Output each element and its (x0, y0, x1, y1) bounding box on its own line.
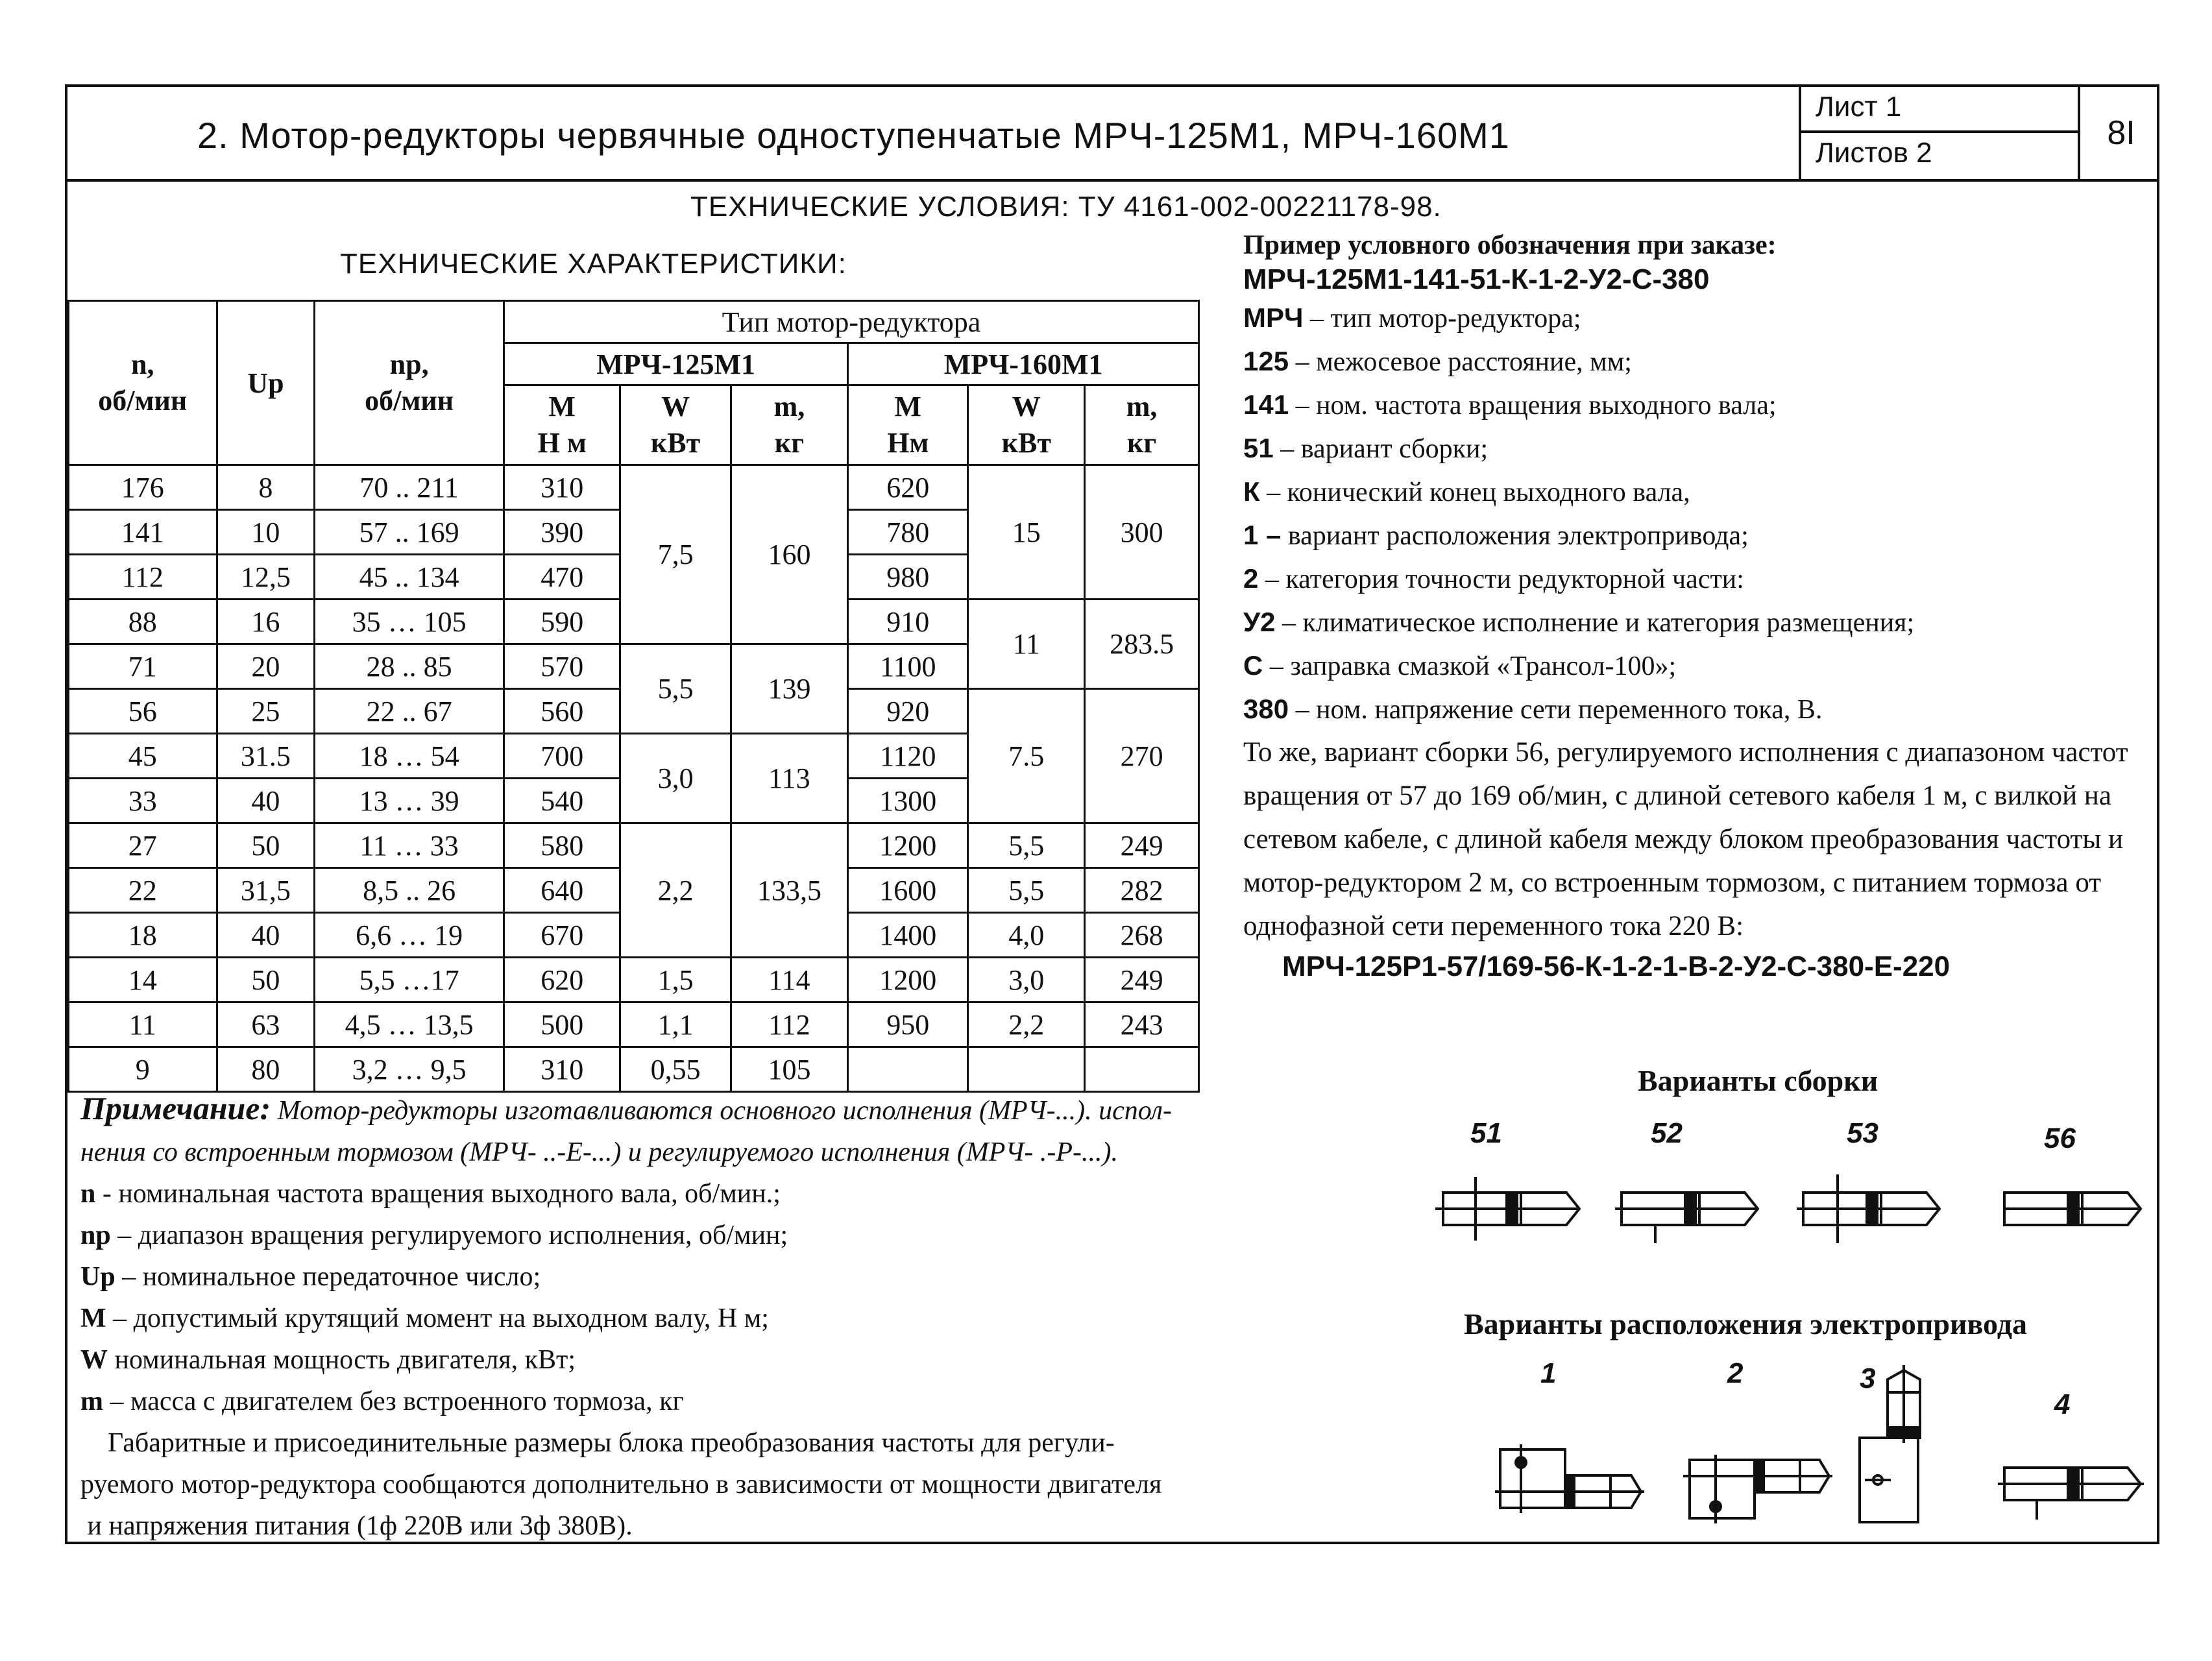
cell-up: 8 (217, 465, 315, 510)
cell-w2: 2,2 (968, 1002, 1085, 1047)
sheets-label: Листов 2 (1816, 137, 1932, 169)
cell-n: 18 (69, 913, 217, 958)
sub-m2: М Нм (848, 385, 968, 465)
cell-w2: 3,0 (968, 958, 1085, 1002)
cell-w2: 7.5 (968, 689, 1085, 823)
drive-label: 3 (1860, 1363, 1876, 1394)
cell-mass1: 112 (731, 1002, 848, 1047)
cell-mass1: 139 (731, 644, 848, 734)
cell-np: 6,6 … 19 (315, 913, 504, 958)
col-n-header: n, об/мин (69, 301, 217, 465)
sub-w2: W кВт (968, 385, 1085, 465)
page-number: 8I (2078, 87, 2162, 179)
order-key: К (1243, 476, 1260, 507)
cell-np: 8,5 .. 26 (315, 868, 504, 913)
order-desc: – климатическое исполнение и категория размещения; (1275, 608, 1915, 638)
cell-n: 9 (69, 1047, 217, 1092)
cell-m1: 470 (504, 555, 620, 600)
cell-n: 45 (69, 734, 217, 779)
sub-mass2: m, кг (1085, 385, 1199, 465)
cell-mass2: 249 (1085, 958, 1199, 1002)
note-def-text: - номинальная частота вращения выходного вала, об/мин.; (95, 1179, 781, 1209)
note-def-text: – диапазон вращения регулируемого исполнения, об/мин; (110, 1220, 788, 1250)
assembly-56-diagram (2004, 1193, 2141, 1225)
cell-n: 88 (69, 600, 217, 644)
cell-np: 22 .. 67 (315, 689, 504, 734)
cell-w1: 3,0 (620, 734, 731, 823)
assembly-53-diagram (1797, 1174, 1939, 1243)
page-title: 2. Мотор-редукторы червячные одноступенчатые МРЧ-125М1, МРЧ-160М1 (197, 115, 1510, 156)
order-key: 141 (1243, 389, 1289, 420)
order-desc: – тип мотор-редуктора; (1303, 304, 1581, 333)
cell-w2: 15 (968, 465, 1085, 600)
cell-up: 31,5 (217, 868, 315, 913)
cell-m1: 640 (504, 868, 620, 913)
cell-up: 40 (217, 779, 315, 823)
note-tail-2: руемого мотор-редуктора сообщаются дополнительно в зависимости от мощности двигателя (80, 1470, 1162, 1499)
cell-w2: 5,5 (968, 868, 1085, 913)
cell-n: 27 (69, 823, 217, 868)
assembly-label: 51 (1470, 1117, 1502, 1149)
order-paragraph: То же, вариант сборки 56, регулируемого исполнения с диапазоном частот вращения от 57 до 169 об/мин, с длиной сетевого кабеля 1 м, с вилкой на сетевом кабеле, с длиной кабеля между блоком преобразования частоты и мотор-редуктором 2 м, со встроенным тормозом, с питанием тормоза от однофазной сети переменного тока 220 В: (1243, 737, 2128, 941)
cell-n: 33 (69, 779, 217, 823)
group-125-header: МРЧ-125М1 (504, 343, 847, 385)
cell-w1: 7,5 (620, 465, 731, 644)
cell-mass2: 282 (1085, 868, 1199, 913)
drive-label: 1 (1540, 1357, 1557, 1389)
order-desc: – конический конец выходного вала, (1259, 478, 1690, 507)
cell-np: 70 .. 211 (315, 465, 504, 510)
cell-np: 28 .. 85 (315, 644, 504, 689)
cell-mass2: 300 (1085, 465, 1199, 600)
order-desc: – межосевое расстояние, мм; (1289, 347, 1632, 377)
cell-m1: 500 (504, 1002, 620, 1047)
cell-np: 11 … 33 (315, 823, 504, 868)
cell-up: 31.5 (217, 734, 315, 779)
order-key: У2 (1243, 607, 1276, 637)
cell-m2: 1600 (848, 868, 968, 913)
cell-n: 22 (69, 868, 217, 913)
col-np-header: np, об/мин (315, 301, 504, 465)
type-header: Тип мотор-редуктора (504, 301, 1198, 343)
cell-m2: 1300 (848, 779, 968, 823)
cell-up: 16 (217, 600, 315, 644)
note-intro-2: нения со встроенным тормозом (МРЧ- ..-Е-...) и регулируемого исполнения (МРЧ- .-Р-...). (80, 1137, 1118, 1167)
tech-characteristics-title: ТЕХНИЧЕСКИЕ ХАРАКТЕРИСТИКИ: (340, 248, 847, 280)
cell-m1: 390 (504, 510, 620, 555)
order-key: С (1243, 650, 1263, 681)
drive-4-diagram (1998, 1468, 2144, 1520)
order-desc: – ном. напряжение сети переменного тока, В. (1289, 695, 1823, 725)
cell-m2: 1100 (848, 644, 968, 689)
note-tail-3: и напряжения питания (1ф 220В или 3ф 380В). (80, 1511, 633, 1541)
cell-m1: 570 (504, 644, 620, 689)
col-up-header: Up (217, 301, 315, 465)
group-160-header: МРЧ-160М1 (848, 343, 1199, 385)
cell-m1: 590 (504, 600, 620, 644)
cell-np: 13 … 39 (315, 779, 504, 823)
cell-w1: 1,5 (620, 958, 731, 1002)
cell-up: 40 (217, 913, 315, 958)
drive-label: 2 (1727, 1357, 1744, 1389)
cell-np: 4,5 … 13,5 (315, 1002, 504, 1047)
cell-up: 50 (217, 823, 315, 868)
cell-m2: 920 (848, 689, 968, 734)
cell-np: 3,2 … 9,5 (315, 1047, 504, 1092)
note-def-key: n (80, 1179, 96, 1209)
note-def-text: – допустимый крутящий момент на выходном валу, Н м; (106, 1303, 769, 1333)
sub-w1: W кВт (620, 385, 731, 465)
order-key: 1 – (1243, 520, 1282, 550)
cell-m1: 310 (504, 1047, 620, 1092)
cell-n: 112 (69, 555, 217, 600)
cell-mass2: 268 (1085, 913, 1199, 958)
cell-m1: 540 (504, 779, 620, 823)
cell-up: 63 (217, 1002, 315, 1047)
drive-variants-title: Варианты расположения электропривода (1464, 1307, 2027, 1340)
document-frame (65, 84, 2159, 1544)
cell-m1: 670 (504, 913, 620, 958)
cell-mass2: 283.5 (1085, 600, 1199, 689)
cell-mass1: 113 (731, 734, 848, 823)
cell-w1: 0,55 (620, 1047, 731, 1092)
drive-2-diagram (1683, 1455, 1832, 1523)
cell-m1: 580 (504, 823, 620, 868)
cell-w1: 1,1 (620, 1002, 731, 1047)
order-key: 125 (1243, 346, 1289, 376)
cell-up: 10 (217, 510, 315, 555)
cell-mass1: 160 (731, 465, 848, 644)
cell-n: 141 (69, 510, 217, 555)
cell-mass2: 270 (1085, 689, 1199, 823)
drive-3-diagram (1860, 1365, 1920, 1522)
assembly-label: 53 (1847, 1117, 1878, 1149)
order-desc: вариант расположения электропривода; (1281, 521, 1749, 551)
order-desc: – ном. частота вращения выходного вала; (1289, 391, 1777, 420)
sub-mass1: m, кг (731, 385, 848, 465)
sheet-label: Лист 1 (1801, 87, 2080, 133)
note-def-key: np (80, 1220, 111, 1250)
cell-w2: 5,5 (968, 823, 1085, 868)
cell-up: 12,5 (217, 555, 315, 600)
cell-np: 35 … 105 (315, 600, 504, 644)
cell-m1: 700 (504, 734, 620, 779)
assembly-label: 52 (1651, 1117, 1683, 1149)
order-code-2: МРЧ-125Р1-57/169-56-К-1-2-1-В-2-У2-С-380-Е-220 (1282, 951, 1951, 982)
cell-n: 56 (69, 689, 217, 734)
cell-w2: 11 (968, 600, 1085, 689)
assembly-label: 56 (2044, 1122, 2076, 1154)
technical-conditions: ТЕХНИЧЕСКИЕ УСЛОВИЯ: ТУ 4161-002-00221178-98. (690, 191, 1442, 223)
order-key: 2 (1243, 563, 1259, 594)
cell-np: 45 .. 134 (315, 555, 504, 600)
note-label: Примечание: (80, 1090, 271, 1126)
cell-np: 18 … 54 (315, 734, 504, 779)
cell-m1: 560 (504, 689, 620, 734)
cell-np: 57 .. 169 (315, 510, 504, 555)
order-code: МРЧ-125М1-141-51-К-1-2-У2-С-380 (1243, 263, 1710, 295)
cell-n: 71 (69, 644, 217, 689)
drive-1-diagram (1495, 1444, 1644, 1513)
variant-diagrams (67, 87, 2157, 1542)
cell-m2: 1200 (848, 823, 968, 868)
order-key: МРЧ (1243, 302, 1304, 333)
cell-w1: 5,5 (620, 644, 731, 734)
order-key: 51 (1243, 433, 1274, 463)
note-tail-1: Габаритные и присоединительные размеры блока преобразования частоты для регули- (80, 1428, 1115, 1458)
assembly-52-diagram (1615, 1193, 1758, 1243)
cell-m2: 1120 (848, 734, 968, 779)
cell-m2: 1400 (848, 913, 968, 958)
cell-m2: 780 (848, 510, 968, 555)
cell-n: 176 (69, 465, 217, 510)
note-def-key: Up (80, 1262, 115, 1292)
cell-mass1: 114 (731, 958, 848, 1002)
cell-w2: 4,0 (968, 913, 1085, 958)
order-desc: – заправка смазкой «Трансол-100»; (1263, 651, 1677, 681)
note-def-key: m (80, 1387, 103, 1416)
sub-m1: М Н м (504, 385, 620, 465)
cell-w1: 2,2 (620, 823, 731, 958)
cell-m2: 910 (848, 600, 968, 644)
cell-m2: 1200 (848, 958, 968, 1002)
note-def-text: – номинальное передаточное число; (115, 1262, 541, 1292)
cell-m1: 310 (504, 465, 620, 510)
cell-m2: 980 (848, 555, 968, 600)
cell-mass2: 243 (1085, 1002, 1199, 1047)
assembly-51-diagram (1435, 1177, 1579, 1241)
cell-n: 11 (69, 1002, 217, 1047)
cell-up: 80 (217, 1047, 315, 1092)
note-intro-1: Мотор-редукторы изготавливаются основного исполнения (МРЧ-...). испол- (271, 1096, 1172, 1126)
note-def-key: М (80, 1303, 106, 1333)
cell-np: 5,5 …17 (315, 958, 504, 1002)
order-heading: Пример условного обозначения при заказе: (1243, 230, 1777, 260)
cell-mass1: 105 (731, 1047, 848, 1092)
order-desc: – категория точности редукторной части: (1258, 564, 1744, 594)
drive-label: 4 (2054, 1388, 2071, 1420)
note-def-text: номинальная мощность двигателя, кВт; (108, 1345, 576, 1375)
cell-m2: 950 (848, 1002, 968, 1047)
cell-m1: 620 (504, 958, 620, 1002)
note-def-text: – масса с двигателем без встроенного тормоза, кг (103, 1387, 684, 1416)
order-desc: – вариант сборки; (1273, 434, 1489, 464)
cell-m2: 620 (848, 465, 968, 510)
cell-up: 50 (217, 958, 315, 1002)
note-def-key: W (80, 1345, 108, 1375)
cell-up: 20 (217, 644, 315, 689)
order-key: 380 (1243, 694, 1289, 724)
cell-up: 25 (217, 689, 315, 734)
cell-mass2: 249 (1085, 823, 1199, 868)
cell-n: 14 (69, 958, 217, 1002)
assembly-variants-title: Варианты сборки (1638, 1064, 1878, 1097)
cell-mass1: 133,5 (731, 823, 848, 958)
